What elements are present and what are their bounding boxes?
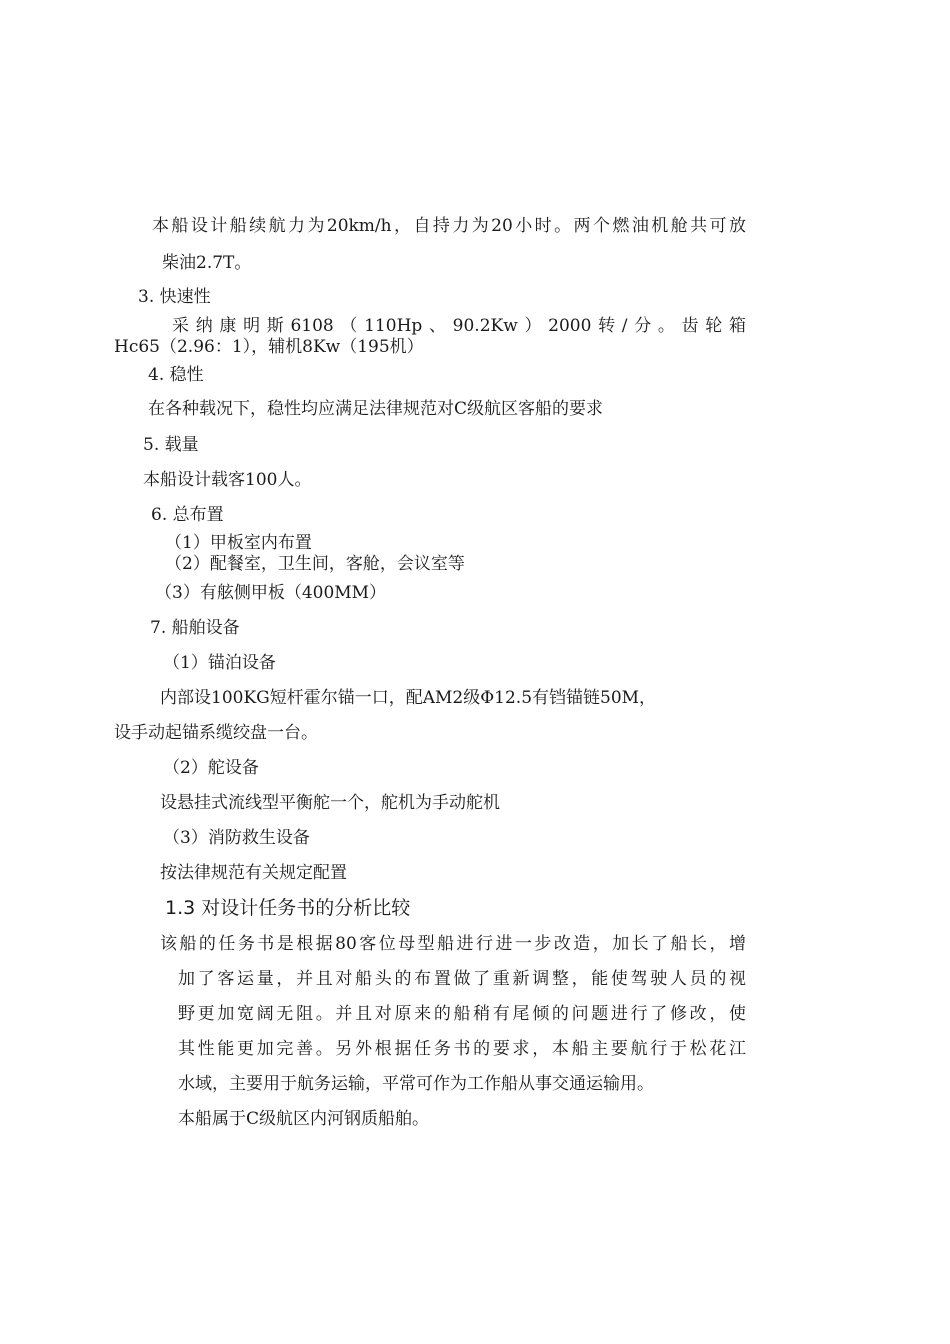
analysis-line-6: 本船属于C级航区内河钢质船舶。 (178, 1109, 430, 1129)
heading-speed: 3. 快速性 (138, 287, 211, 307)
equipment-rudder-paragraph: 设悬挂式流线型平衡舵一个，舵机为手动舵机 (160, 793, 500, 813)
layout-item-2: （2）配餐室，卫生间，客舱，会议室等 (165, 554, 465, 574)
heading-layout: 6. 总布置 (151, 505, 224, 525)
section-title: 1.3 对设计任务书的分析比较 (165, 897, 411, 919)
analysis-line-4: 其性能更加完善。另外根据任务书的要求，本船主要航行于松花江 (178, 1039, 746, 1059)
analysis-line-3: 野更加宽阔无阻。并且对原来的船稍有尾倾的问题进行了修改，使 (178, 1004, 746, 1024)
layout-item-3: （3）有舷侧甲板（400MM） (155, 583, 387, 603)
equipment-anchor-heading: （1）锚泊设备 (163, 653, 276, 673)
paragraph-capacity: 本船设计载客100人。 (143, 470, 312, 490)
analysis-line-5: 水域，主要用于航务运输，平常可作为工作船从事交通运输用。 (178, 1074, 654, 1094)
analysis-line-2: 加了客运量，并且对船头的布置做了重新调整，能使驾驶人员的视 (178, 969, 746, 989)
paragraph-endurance-line-2: 柴油2.7T。 (162, 253, 252, 273)
equipment-anchor-line-1: 内部设100KG短杆霍尔锚一口，配AM2级Φ12.5有铛锚链50M， (160, 688, 657, 708)
paragraph-speed-line-1: 采纳康明斯6108（110Hp、90.2Kw）2000转/分。齿轮箱 (172, 316, 746, 336)
heading-equipment: 7. 船舶设备 (150, 618, 240, 638)
paragraph-endurance-line-1: 本船设计船续航力为20km/h，自持力为20小时。两个燃油机舱共可放 (152, 216, 746, 236)
equipment-fire-paragraph: 按法律规范有关规定配置 (160, 863, 347, 883)
equipment-anchor-line-2: 设手动起锚系缆绞盘一台。 (114, 723, 318, 743)
equipment-fire-heading: （3）消防救生设备 (163, 828, 310, 848)
analysis-line-1: 该船的任务书是根据80客位母型船进行进一步改造，加长了船长，增 (160, 934, 746, 954)
paragraph-speed-line-2: Hc65（2.96：1），辅机8Kw（195机） (114, 337, 424, 357)
paragraph-stability: 在各种载况下，稳性均应满足法律规范对C级航区客船的要求 (148, 399, 604, 419)
equipment-rudder-heading: （2）舵设备 (163, 758, 259, 778)
heading-stability: 4. 稳性 (148, 365, 204, 385)
heading-capacity: 5. 载量 (143, 435, 199, 455)
layout-item-1: （1）甲板室内布置 (165, 533, 312, 553)
